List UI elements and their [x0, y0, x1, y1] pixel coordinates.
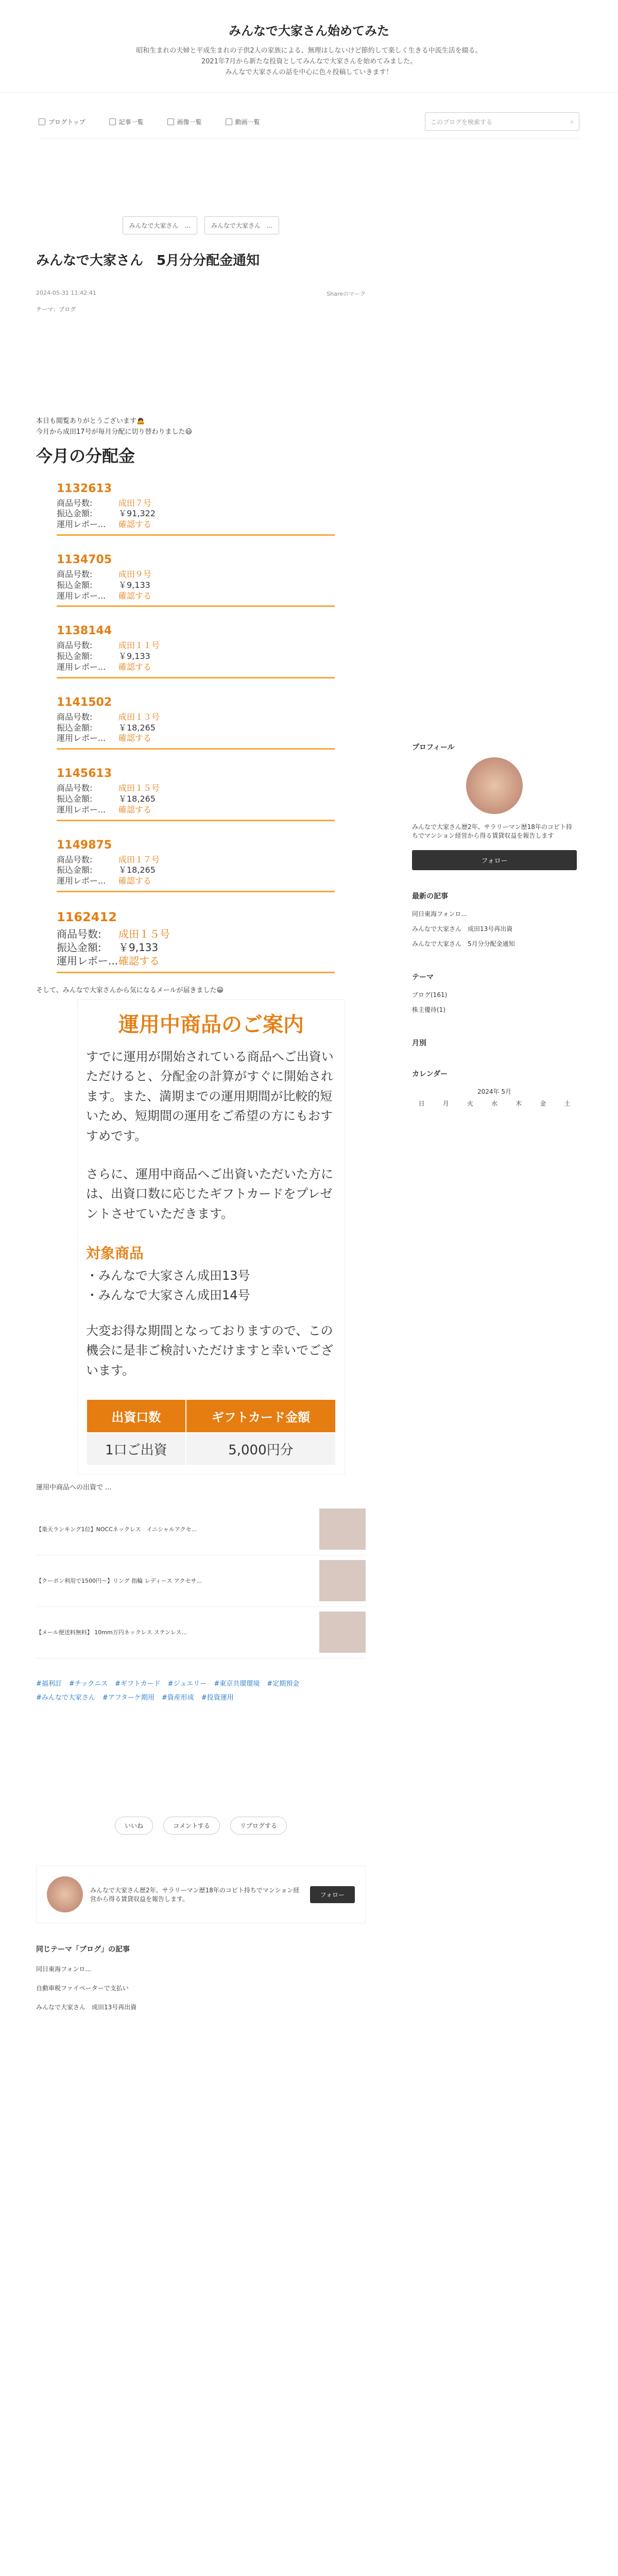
product-item[interactable]: 【楽天ランキング1位】NOCCネックレス イニシャルアクセ...: [36, 1504, 366, 1555]
side-follow-button[interactable]: フォロー: [412, 850, 577, 870]
blog-desc: 昭和生まれの夫婦と平成生まれの子供2人の家族による、無理はしないけど節約して楽しく生きる中流生活を綴る。: [136, 47, 482, 55]
distribution-id: 1141502: [57, 696, 112, 709]
weekday-label: 日: [418, 1100, 425, 1107]
distribution-id: 1134705: [57, 553, 112, 566]
product-image: [319, 1509, 366, 1550]
archive-heading: 月別: [412, 1039, 426, 1047]
hashtag[interactable]: #福利訂: [36, 1680, 62, 1688]
author-card: みんなで大家さん歴2年、サラリーマン歴18年のコビト持ちでマンション経営から得る賃貸収益を報告します。 フォロー: [36, 1866, 366, 1923]
hashtag[interactable]: #アフターケ期用: [102, 1693, 154, 1702]
calendar-heading: カレンダー: [412, 1070, 448, 1078]
nav-top[interactable]: ブログトップ: [39, 117, 85, 126]
prev-article[interactable]: みんなで大家さん ...: [123, 216, 197, 234]
recent-item[interactable]: みんなで大家さん 5月分分配金通知: [412, 940, 515, 947]
hashtag[interactable]: #ジュエリー: [167, 1680, 207, 1688]
hashtag[interactable]: #定期預金: [267, 1680, 300, 1688]
hashtag[interactable]: #東京共環環境: [214, 1680, 260, 1688]
report-link[interactable]: 確認する: [118, 662, 152, 672]
blog-header: [0, 0, 618, 93]
product-image: [319, 1612, 366, 1653]
video-icon: [226, 118, 232, 125]
distribution-id: 1138144: [57, 624, 112, 638]
section-heading: 今月の分配金: [36, 446, 135, 466]
recent-item[interactable]: 同日東海フォンロ...: [412, 910, 467, 918]
related-item[interactable]: 同日東海フォンロ...: [36, 1965, 91, 1973]
gift-table: 出資口数 ギフトカード金額 1口ご出資 5,000円分: [86, 1399, 336, 1466]
distribution-box: 1149875 商品号数: 成田１７号 振込金額: ￥18,265 運用レポー... 確認する: [57, 833, 335, 892]
report-link[interactable]: 確認する: [118, 876, 152, 886]
hashtag[interactable]: #ギフトカード: [115, 1680, 161, 1688]
body-text: 運用中商品への出資で ...: [36, 1484, 112, 1492]
hashtag[interactable]: #チックニス: [68, 1680, 108, 1688]
distribution-box: 1145613 商品号数: 成田１５号 振込金額: ￥18,265 運用レポー... 確認する: [57, 761, 335, 821]
distribution-box: 1134705 商品号数: 成田９号 振込金額: ￥9,133 運用レポー... 確認する: [57, 547, 335, 607]
hashtag[interactable]: #投資運用: [201, 1693, 234, 1702]
follow-button[interactable]: フォロー: [310, 1886, 355, 1903]
main-column: [36, 216, 366, 2011]
calendar-grid: [412, 1099, 577, 1108]
distribution-id: 1132613: [57, 482, 112, 495]
distribution-box: 1138144 商品号数: 成田１１号 振込金額: ￥9,133 運用レポー... 確認する: [57, 618, 335, 678]
weekday-label: 火: [467, 1100, 473, 1107]
nav-videos[interactable]: 動画一覧: [226, 117, 260, 126]
hashtags: [36, 1679, 366, 1704]
side-avatar[interactable]: [466, 757, 523, 814]
report-link[interactable]: 確認する: [118, 519, 152, 530]
calendar-month: 2024年 5月: [477, 1088, 511, 1095]
sidebar: [412, 732, 577, 1128]
product-item[interactable]: 【クーポン利用で1500円〜】リング 指輪 レディース アクセサ...: [36, 1555, 366, 1607]
distribution-id: 1149875: [57, 838, 112, 852]
search-icon[interactable]: ⌕: [570, 117, 574, 125]
blog-nav: [39, 105, 579, 139]
action-buttons: [36, 1817, 366, 1835]
report-link[interactable]: 確認する: [118, 590, 152, 601]
report-link[interactable]: 確認する: [118, 733, 152, 743]
home-icon: [39, 118, 45, 125]
pager: [36, 216, 366, 234]
product-image: [319, 1560, 366, 1601]
intro: 本日も閲覧ありがとうございます🙇 今月から成田17号が毎月分配に切り替わりました😃: [36, 417, 193, 436]
product-item[interactable]: 【メール便送料無料】 10mm万円ネックレス ステンレス...: [36, 1607, 366, 1658]
image-icon: [167, 118, 174, 125]
blog-desc3: みんなで大家さんの話を中心に色々投稿していきます！: [225, 68, 393, 76]
weekday-label: 土: [564, 1100, 571, 1107]
product-list: [36, 1504, 366, 1658]
article-title: みんなで大家さん 5月分分配金通知: [36, 253, 260, 268]
weekday-label: 水: [491, 1100, 497, 1107]
profile-heading: プロフィール: [412, 743, 455, 752]
distribution-box: 1162412 商品号数: 成田１５号 振込金額: ￥9,133 運用レポー... 確認する: [57, 904, 335, 973]
sub-text: そして、みんなで大家さんから気になるメールが届きました😀: [36, 986, 224, 994]
comment-button[interactable]: コメントする: [163, 1817, 220, 1835]
weekday-label: 金: [540, 1100, 546, 1107]
list-icon: [109, 118, 116, 125]
theme-item[interactable]: 株主優待(1): [412, 1006, 445, 1013]
distribution-box: 1141502 商品号数: 成田１３号 振込金額: ￥18,265 運用レポー... 確認する: [57, 690, 335, 750]
distribution-id: 1162412: [57, 909, 117, 924]
profile-desc: みんなで大家さん歴2年、サラリーマン歴18年のコビト持ちでマンション経営から得る賃貸収益を報告します: [412, 823, 572, 839]
nav-images[interactable]: 画像一覧: [167, 117, 202, 126]
blog-desc2: 2021年7月から新たな投資としてみんなで大家さんを始めてみました。: [201, 57, 417, 65]
weekday-label: 月: [442, 1100, 449, 1107]
related-item[interactable]: みんなで大家さん 成田13号再出資: [36, 2004, 137, 2011]
promo-box: 運用中商品のご案内 すでに運用が開始されている商品へご出資いただけると、分配金の計算がすぐに開始されます。また、満期までの運用期間が比較的短いため、短期間の運用をご希望の方にもおすすめです。 さらに、運用中商品へご出資いただいた方には、出資口数に応じたギフトカードをプレゼントさせていただきます。 対象商品 ・みんなで大家さん成田13号 ・みんなで大家さん成田14号 大変お得な期間となっておりますので、この機会に是非ご検討いただけますと幸いでございます。 出資口数 ギフトカード金額 1口ご出資 5,000円分: [77, 999, 345, 1475]
article-meta: 2024-05-31 11:42:41 Shareのマーク: [36, 290, 366, 297]
nav-articles[interactable]: 記事一覧: [109, 117, 144, 126]
theme-item[interactable]: ブログ(161): [412, 991, 448, 998]
report-link[interactable]: 確認する: [118, 804, 152, 815]
related-heading: 同じテーマ「ブログ」の記事: [36, 1945, 130, 1954]
hashtag[interactable]: #みんなで大家さん: [36, 1693, 95, 1702]
like-button[interactable]: いいね: [115, 1817, 153, 1835]
next-article[interactable]: みんなで大家さん ...: [204, 216, 279, 234]
search-input[interactable]: このブログを検索する ⌕: [425, 112, 579, 131]
recent-item[interactable]: みんなで大家さん 成田13号再出資: [412, 925, 513, 933]
distribution-box: 1132613 商品号数: 成田７号 振込金額: ￥91,322 運用レポー... 確認する: [57, 476, 335, 536]
reblog-button[interactable]: リブログする: [230, 1817, 287, 1835]
hashtag[interactable]: #資産形成: [161, 1693, 194, 1702]
weekday-label: 木: [516, 1100, 522, 1107]
recent-heading: 最新の記事: [412, 892, 448, 901]
article-theme[interactable]: テーマ：ブログ: [36, 306, 76, 313]
report-link[interactable]: 確認する: [118, 954, 160, 967]
theme-heading: テーマ: [412, 973, 434, 981]
distribution-id: 1145613: [57, 767, 112, 781]
blog-title[interactable]: みんなで大家さん始めてみた: [229, 24, 389, 38]
avatar[interactable]: [47, 1876, 83, 1912]
related-item[interactable]: 自動車税ファイペーターで支払い: [36, 1985, 129, 1992]
